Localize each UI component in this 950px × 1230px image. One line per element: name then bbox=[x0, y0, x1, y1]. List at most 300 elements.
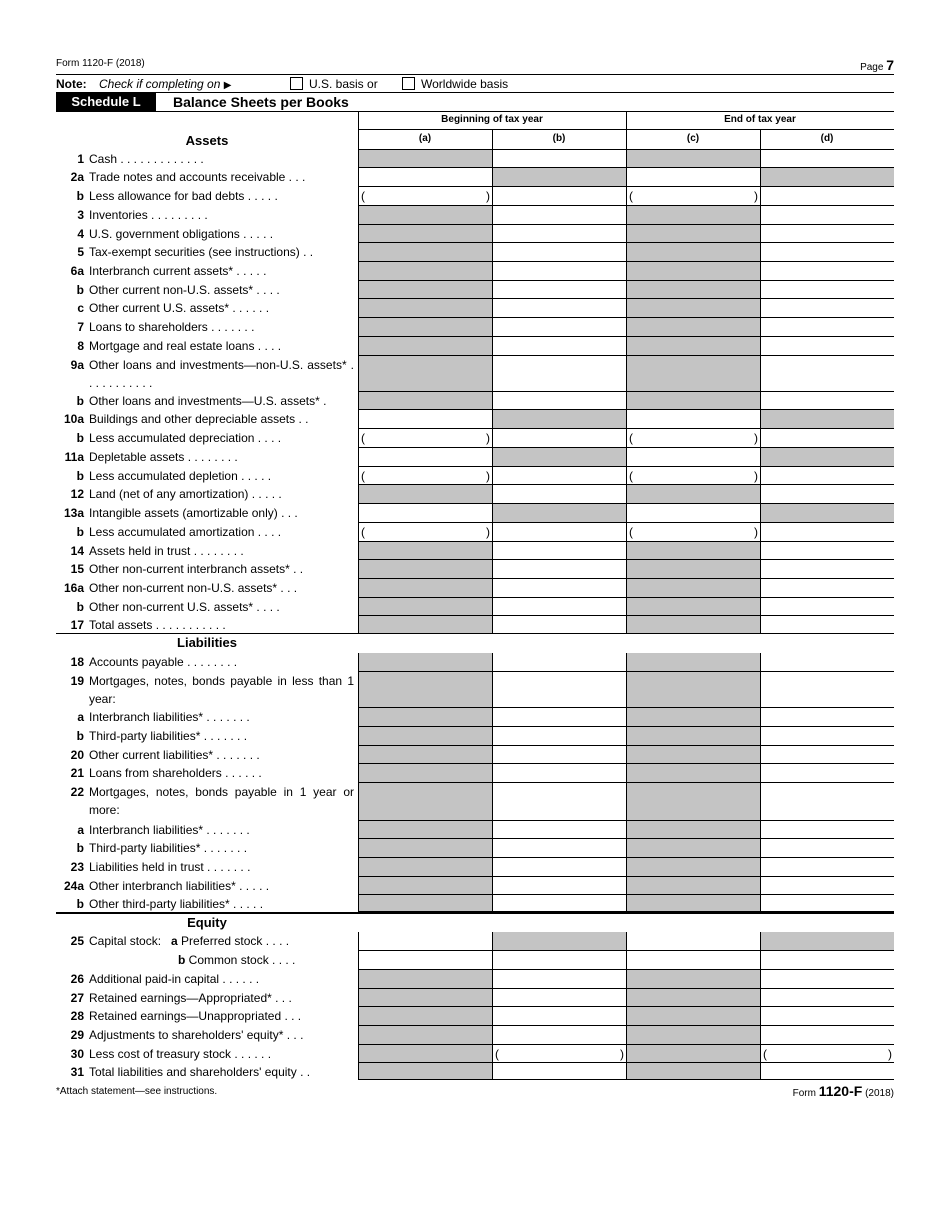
line-number: b bbox=[76, 469, 84, 483]
line-3-col-d-input[interactable] bbox=[760, 206, 894, 225]
line-16a-col-d-input[interactable] bbox=[760, 579, 894, 598]
line-label bbox=[178, 951, 354, 969]
line-number: 4 bbox=[77, 227, 84, 241]
line-29-col-c-shaded bbox=[626, 1026, 760, 1045]
paren-open: ( bbox=[629, 431, 633, 445]
line-2b-col-d-input[interactable] bbox=[760, 187, 894, 206]
line-30-col-c-shaded bbox=[626, 1045, 760, 1063]
line-2a-col-b-shaded bbox=[492, 168, 626, 187]
line-5-col-c-shaded bbox=[626, 243, 760, 262]
line-25-col-a-input[interactable] bbox=[358, 932, 492, 951]
schedule-tag: Schedule L bbox=[56, 93, 156, 111]
common-stock-label: Common stock . . . . bbox=[185, 953, 296, 967]
line-13b-col-a-input[interactable] bbox=[358, 523, 492, 542]
line-29-col-a-shaded bbox=[358, 1026, 492, 1045]
line-number: 26 bbox=[70, 972, 84, 986]
line-22-col-c-shaded bbox=[626, 783, 760, 821]
line-1-col-c-shaded bbox=[626, 150, 760, 168]
note-label: Note: bbox=[56, 77, 87, 91]
line-1-col-b-input[interactable] bbox=[492, 150, 626, 168]
line-label: Tax-exempt securities (see instructions) . . bbox=[89, 245, 314, 259]
line-number: 17 bbox=[70, 618, 84, 632]
line-6c-col-b-input[interactable] bbox=[492, 299, 626, 318]
line-2b-col-c-input[interactable] bbox=[626, 187, 760, 206]
line-22a-col-c-shaded bbox=[626, 821, 760, 839]
line-18-col-c-shaded bbox=[626, 653, 760, 672]
line-12-col-d-input[interactable] bbox=[760, 485, 894, 504]
line-number: a bbox=[77, 823, 84, 837]
line-number: 1 bbox=[77, 152, 84, 166]
paren-close: ) bbox=[754, 431, 758, 445]
line-4-col-d-input[interactable] bbox=[760, 225, 894, 243]
footer-form-id bbox=[793, 1083, 894, 1099]
line-15-col-b-input[interactable] bbox=[492, 560, 626, 579]
page-header bbox=[56, 57, 894, 75]
line-22a-col-a-shaded bbox=[358, 821, 492, 839]
line-label: Total assets . . . . . . . . . . . bbox=[89, 618, 226, 632]
line-label: Accounts payable . . . . . . . . bbox=[89, 655, 238, 669]
line-17-col-b-input[interactable] bbox=[492, 616, 626, 634]
us-basis-label: U.S. basis or bbox=[309, 77, 378, 91]
line-22-col-d-input[interactable] bbox=[760, 783, 894, 821]
line-number: 13a bbox=[63, 506, 84, 520]
col-b-header: (b) bbox=[552, 133, 566, 144]
col-a-divider bbox=[358, 111, 359, 149]
line-6c-col-d-input[interactable] bbox=[760, 299, 894, 318]
line-label: U.S. government obligations . . . . . bbox=[89, 227, 274, 241]
line-number: b bbox=[76, 283, 84, 297]
line-label: Other current liabilities* . . . . . . . bbox=[89, 748, 260, 762]
line-11a-col-b-shaded bbox=[492, 448, 626, 467]
line-21-col-d-input[interactable] bbox=[760, 764, 894, 783]
line-16a-col-b-input[interactable] bbox=[492, 579, 626, 598]
line-label: Depletable assets . . . . . . . . bbox=[89, 450, 238, 464]
line-16a-col-c-shaded bbox=[626, 579, 760, 598]
line-27-col-a-shaded bbox=[358, 989, 492, 1007]
col-d-divider bbox=[760, 129, 761, 149]
paren-open: ( bbox=[629, 469, 633, 483]
line-25-col-c-input[interactable] bbox=[626, 932, 760, 951]
line-label: Mortgage and real estate loans . . . . bbox=[89, 339, 282, 353]
section-liabilities: Liabilities bbox=[177, 635, 237, 650]
equity-rule bbox=[56, 912, 894, 914]
line-label: Less accumulated depletion . . . . . bbox=[89, 469, 272, 483]
line-label: Other non-current non-U.S. assets* . . . bbox=[89, 581, 298, 595]
line-22-col-a-shaded bbox=[358, 783, 492, 821]
line-number: 11a bbox=[64, 450, 84, 464]
section-equity: Equity bbox=[187, 915, 227, 930]
line-12-col-b-input[interactable] bbox=[492, 485, 626, 504]
line-20-col-d-input[interactable] bbox=[760, 746, 894, 764]
us-basis-checkbox[interactable] bbox=[290, 77, 303, 90]
line-16a-col-a-shaded bbox=[358, 579, 492, 598]
line-27-col-c-shaded bbox=[626, 989, 760, 1007]
line-8-col-b-input[interactable] bbox=[492, 337, 626, 356]
line-19b-col-d-input[interactable] bbox=[760, 727, 894, 746]
line-label: Loans from shareholders . . . . . . bbox=[89, 766, 262, 780]
line-22b-col-b-input[interactable] bbox=[492, 839, 626, 858]
line-number: a bbox=[77, 710, 84, 724]
line-22b-col-d-input[interactable] bbox=[760, 839, 894, 858]
line-25b-col-c-input[interactable] bbox=[626, 951, 760, 970]
line-5-col-b-input[interactable] bbox=[492, 243, 626, 262]
line-19a-col-d-input[interactable] bbox=[760, 708, 894, 727]
line-label: Assets held in trust . . . . . . . . bbox=[89, 544, 244, 558]
line-9a-col-c-shaded bbox=[626, 356, 760, 392]
line-2a-col-a-input[interactable] bbox=[358, 168, 492, 187]
line-number: b bbox=[76, 431, 84, 445]
line-2b-col-b-input[interactable] bbox=[492, 187, 626, 206]
line-31-col-c-shaded bbox=[626, 1063, 760, 1080]
line-number: 16a bbox=[63, 581, 84, 595]
line-number: b bbox=[76, 729, 84, 743]
line-number: 12 bbox=[70, 487, 84, 501]
line-6b-col-a-shaded bbox=[358, 281, 492, 299]
line-6c-col-c-shaded bbox=[626, 299, 760, 318]
page-number bbox=[860, 57, 894, 73]
line-18-col-d-input[interactable] bbox=[760, 653, 894, 672]
line-19b-col-c-shaded bbox=[626, 727, 760, 746]
line-label: Interbranch liabilities* . . . . . . . bbox=[89, 710, 250, 724]
line-4-col-a-shaded bbox=[358, 225, 492, 243]
liabilities-rule bbox=[56, 633, 358, 634]
line-29-col-b-input[interactable] bbox=[492, 1026, 626, 1045]
line-19-col-d-input[interactable] bbox=[760, 672, 894, 708]
line-13a-col-a-input[interactable] bbox=[358, 504, 492, 523]
paren-open: ( bbox=[361, 189, 365, 203]
line-19a-col-b-input[interactable] bbox=[492, 708, 626, 727]
line-number: 9a bbox=[70, 358, 84, 372]
line-label: Third-party liabilities* . . . . . . . bbox=[89, 729, 248, 743]
line-11a-col-a-input[interactable] bbox=[358, 448, 492, 467]
line-25-col-b-shaded bbox=[492, 932, 626, 951]
line-number: 27 bbox=[70, 991, 84, 1005]
line-13a-col-c-input[interactable] bbox=[626, 504, 760, 523]
line-10a-col-b-shaded bbox=[492, 410, 626, 429]
line-number: 10a bbox=[63, 412, 84, 426]
line-31-col-d-input[interactable] bbox=[760, 1063, 894, 1080]
line-30-col-b-input[interactable] bbox=[492, 1045, 626, 1063]
line-24b-col-d-input[interactable] bbox=[760, 895, 894, 912]
line-number: b bbox=[76, 189, 84, 203]
line-27-col-b-input[interactable] bbox=[492, 989, 626, 1007]
line-11b-col-d-input[interactable] bbox=[760, 467, 894, 485]
line-number: 30 bbox=[70, 1047, 84, 1061]
line-11b-col-a-input[interactable] bbox=[358, 467, 492, 485]
line-13a-col-b-shaded bbox=[492, 504, 626, 523]
preferred-stock-letter: a bbox=[171, 934, 178, 948]
line-label: Additional paid-in capital . . . . . . bbox=[89, 972, 260, 986]
line-5-col-d-input[interactable] bbox=[760, 243, 894, 262]
page-label: Page bbox=[860, 62, 884, 73]
worldwide-basis-checkbox[interactable] bbox=[402, 77, 415, 90]
line-12-col-a-shaded bbox=[358, 485, 492, 504]
line-label: Intangible assets (amortizable only) . . . bbox=[89, 506, 298, 520]
line-number: 23 bbox=[70, 860, 84, 874]
line-label: Liabilities held in trust . . . . . . . bbox=[89, 860, 251, 874]
paren-close: ) bbox=[888, 1047, 892, 1061]
line-24b-col-b-input[interactable] bbox=[492, 895, 626, 912]
line-26-col-c-shaded bbox=[626, 970, 760, 989]
line-11b-col-b-input[interactable] bbox=[492, 467, 626, 485]
line-number: b bbox=[76, 525, 84, 539]
line-22-col-b-input[interactable] bbox=[492, 783, 626, 821]
line-number: 22 bbox=[70, 785, 84, 799]
line-18-col-b-input[interactable] bbox=[492, 653, 626, 672]
paren-open: ( bbox=[495, 1047, 499, 1061]
line-24a-col-a-shaded bbox=[358, 877, 492, 895]
line-label: Less accumulated depreciation . . . . bbox=[89, 431, 282, 445]
line-6c-col-a-shaded bbox=[358, 299, 492, 318]
line-7-col-d-input[interactable] bbox=[760, 318, 894, 337]
common-stock-letter: b bbox=[178, 953, 186, 967]
line-12-col-c-shaded bbox=[626, 485, 760, 504]
line-19a-col-c-shaded bbox=[626, 708, 760, 727]
line-1-col-a-shaded bbox=[358, 150, 492, 168]
line-15-col-d-input[interactable] bbox=[760, 560, 894, 579]
line-number: 2a bbox=[70, 170, 84, 184]
line-label: Other non-current U.S. assets* . . . . bbox=[89, 600, 280, 614]
line-13b-col-b-input[interactable] bbox=[492, 523, 626, 542]
line-25-col-d-shaded bbox=[760, 932, 894, 951]
line-9b-col-d-input[interactable] bbox=[760, 392, 894, 410]
line-23-col-a-shaded bbox=[358, 858, 492, 877]
line-number: 6a bbox=[70, 264, 84, 278]
line-label: Interbranch liabilities* . . . . . . . bbox=[89, 823, 250, 837]
paren-close: ) bbox=[486, 525, 490, 539]
line-5-col-a-shaded bbox=[358, 243, 492, 262]
line-9b-col-a-shaded bbox=[358, 392, 492, 410]
line-13a-col-d-shaded bbox=[760, 504, 894, 523]
footer-form-num: 1120-F bbox=[818, 1083, 863, 1099]
line-number: 14 bbox=[70, 544, 84, 558]
line-label bbox=[89, 932, 354, 950]
line-28-col-b-input[interactable] bbox=[492, 1007, 626, 1026]
line-label: Loans to shareholders . . . . . . . bbox=[89, 320, 255, 334]
line-9a-col-d-input[interactable] bbox=[760, 356, 894, 392]
line-label: Third-party liabilities* . . . . . . . bbox=[89, 841, 248, 855]
line-30-col-a-shaded bbox=[358, 1045, 492, 1063]
line-6a-col-d-input[interactable] bbox=[760, 262, 894, 281]
line-label: Interbranch current assets* . . . . . bbox=[89, 264, 267, 278]
line-9a-col-a-shaded bbox=[358, 356, 492, 392]
paren-open: ( bbox=[361, 525, 365, 539]
line-label: Less allowance for bad debts . . . . . bbox=[89, 189, 278, 203]
worldwide-basis-label: Worldwide basis bbox=[421, 77, 509, 91]
line-16b-col-a-shaded bbox=[358, 598, 492, 616]
line-10b-col-d-input[interactable] bbox=[760, 429, 894, 448]
line-10b-col-b-input[interactable] bbox=[492, 429, 626, 448]
line-label: Land (net of any amortization) . . . . . bbox=[89, 487, 282, 501]
line-7-col-c-shaded bbox=[626, 318, 760, 337]
paren-close: ) bbox=[620, 1047, 624, 1061]
line-label: Other current non-U.S. assets* . . . . bbox=[89, 283, 280, 297]
line-16b-col-c-shaded bbox=[626, 598, 760, 616]
line-label: Other loans and investments—non-U.S. assets* . . . . . . . . . . . bbox=[89, 358, 354, 390]
line-number: b bbox=[76, 600, 84, 614]
line-14-col-d-input[interactable] bbox=[760, 542, 894, 560]
paren-close: ) bbox=[754, 525, 758, 539]
line-label: Mortgages, notes, bonds payable in less than 1 year: bbox=[89, 674, 354, 706]
paren-open: ( bbox=[361, 469, 365, 483]
line-3-col-a-shaded bbox=[358, 206, 492, 225]
line-label: Other current U.S. assets* . . . . . . bbox=[89, 301, 270, 315]
line-11a-col-d-shaded bbox=[760, 448, 894, 467]
line-16b-col-d-input[interactable] bbox=[760, 598, 894, 616]
header-rule bbox=[56, 74, 894, 75]
line-13b-col-c-input[interactable] bbox=[626, 523, 760, 542]
line-label: Cash . . . . . . . . . . . . . bbox=[89, 152, 204, 166]
line-number: 18 bbox=[70, 655, 84, 669]
line-number: 20 bbox=[70, 748, 84, 762]
line-19-col-b-input[interactable] bbox=[492, 672, 626, 708]
line-26-col-b-input[interactable] bbox=[492, 970, 626, 989]
line-23-col-d-input[interactable] bbox=[760, 858, 894, 877]
line-14-col-b-input[interactable] bbox=[492, 542, 626, 560]
page-num: 7 bbox=[886, 57, 894, 73]
col-d-header: (d) bbox=[820, 133, 834, 144]
line-11b-col-c-input[interactable] bbox=[626, 467, 760, 485]
line-28-col-c-shaded bbox=[626, 1007, 760, 1026]
line-23-col-b-input[interactable] bbox=[492, 858, 626, 877]
line-22b-col-a-shaded bbox=[358, 839, 492, 858]
line-27-col-d-input[interactable] bbox=[760, 989, 894, 1007]
line-label: Other loans and investments—U.S. assets* . bbox=[89, 394, 327, 408]
line-number: 29 bbox=[70, 1028, 84, 1042]
line-2a-col-c-input[interactable] bbox=[626, 168, 760, 187]
line-10b-col-a-input[interactable] bbox=[358, 429, 492, 448]
line-6b-col-d-input[interactable] bbox=[760, 281, 894, 299]
line-22a-col-b-input[interactable] bbox=[492, 821, 626, 839]
line-22b-col-c-shaded bbox=[626, 839, 760, 858]
paren-open: ( bbox=[763, 1047, 767, 1061]
arrow-right-icon: ▶ bbox=[223, 80, 232, 91]
line-31-col-b-input[interactable] bbox=[492, 1063, 626, 1080]
paren-open: ( bbox=[361, 431, 365, 445]
paren-close: ) bbox=[486, 189, 490, 203]
line-21-col-b-input[interactable] bbox=[492, 764, 626, 783]
col-group-beginning: Beginning of tax year bbox=[441, 114, 543, 125]
line-19b-col-b-input[interactable] bbox=[492, 727, 626, 746]
line-6a-col-b-input[interactable] bbox=[492, 262, 626, 281]
line-21-col-c-shaded bbox=[626, 764, 760, 783]
line-label: Buildings and other depreciable assets . . bbox=[89, 412, 309, 426]
line-9b-col-c-shaded bbox=[626, 392, 760, 410]
line-8-col-d-input[interactable] bbox=[760, 337, 894, 356]
line-number: b bbox=[76, 841, 84, 855]
schedule-rule bbox=[56, 111, 894, 112]
line-10a-col-c-input[interactable] bbox=[626, 410, 760, 429]
page-footer bbox=[56, 1083, 894, 1099]
line-number: 19 bbox=[70, 674, 84, 688]
line-number: c bbox=[77, 301, 84, 315]
line-label: Retained earnings—Unappropriated . . . bbox=[89, 1009, 302, 1023]
schedule-title: Balance Sheets per Books bbox=[173, 94, 349, 110]
line-number: 31 bbox=[70, 1065, 84, 1079]
paren-close: ) bbox=[754, 469, 758, 483]
line-3-col-b-input[interactable] bbox=[492, 206, 626, 225]
line-15-col-a-shaded bbox=[358, 560, 492, 579]
line-20-col-b-input[interactable] bbox=[492, 746, 626, 764]
paren-open: ( bbox=[629, 525, 633, 539]
line-6a-col-a-shaded bbox=[358, 262, 492, 281]
line-8-col-a-shaded bbox=[358, 337, 492, 356]
line-2a-col-d-shaded bbox=[760, 168, 894, 187]
line-13b-col-d-input[interactable] bbox=[760, 523, 894, 542]
line-26-col-a-shaded bbox=[358, 970, 492, 989]
line-label: Adjustments to shareholders' equity* . . . bbox=[89, 1028, 304, 1042]
line-24b-col-a-shaded bbox=[358, 895, 492, 912]
line-number: 28 bbox=[70, 1009, 84, 1023]
line-number: 3 bbox=[77, 208, 84, 222]
line-number: b bbox=[76, 897, 84, 911]
line-21-col-a-shaded bbox=[358, 764, 492, 783]
line-16b-col-b-input[interactable] bbox=[492, 598, 626, 616]
line-number: 5 bbox=[77, 245, 84, 259]
line-label: Mortgages, notes, bonds payable in 1 year or more: bbox=[89, 785, 354, 817]
line-label: Inventories . . . . . . . . . bbox=[89, 208, 208, 222]
line-19b-col-a-shaded bbox=[358, 727, 492, 746]
line-14-col-a-shaded bbox=[358, 542, 492, 560]
line-label: Other third-party liabilities* . . . . . bbox=[89, 897, 264, 911]
line-25b-col-d-input[interactable] bbox=[760, 951, 894, 970]
line-number: 24a bbox=[63, 879, 84, 893]
line-7-col-b-input[interactable] bbox=[492, 318, 626, 337]
line-30-col-d-input[interactable] bbox=[760, 1045, 894, 1063]
line-6a-col-c-shaded bbox=[626, 262, 760, 281]
capital-stock-label: Capital stock: bbox=[89, 934, 172, 948]
form-id: Form 1120-F (2018) bbox=[56, 58, 145, 69]
paren-open: ( bbox=[629, 189, 633, 203]
line-2b-col-a-input[interactable] bbox=[358, 187, 492, 206]
line-25b-col-a-input[interactable] bbox=[358, 951, 492, 970]
line-25b-col-b-input[interactable] bbox=[492, 951, 626, 970]
preferred-stock-label: Preferred stock . . . . bbox=[177, 934, 290, 948]
line-label: Trade notes and accounts receivable . . . bbox=[89, 170, 306, 184]
note-text bbox=[99, 77, 231, 91]
line-10a-col-a-input[interactable] bbox=[358, 410, 492, 429]
line-19-col-a-shaded bbox=[358, 672, 492, 708]
line-1-col-d-input[interactable] bbox=[760, 150, 894, 168]
line-14-col-c-shaded bbox=[626, 542, 760, 560]
line-10b-col-c-input[interactable] bbox=[626, 429, 760, 448]
line-23-col-c-shaded bbox=[626, 858, 760, 877]
line-26-col-d-input[interactable] bbox=[760, 970, 894, 989]
line-17-col-d-input[interactable] bbox=[760, 616, 894, 634]
line-24a-col-b-input[interactable] bbox=[492, 877, 626, 895]
line-number: 21 bbox=[70, 766, 84, 780]
paren-close: ) bbox=[486, 469, 490, 483]
line-6b-col-b-input[interactable] bbox=[492, 281, 626, 299]
line-29-col-d-input[interactable] bbox=[760, 1026, 894, 1045]
line-9b-col-b-input[interactable] bbox=[492, 392, 626, 410]
footnote: *Attach statement—see instructions. bbox=[56, 1086, 218, 1097]
footer-form-prefix: Form bbox=[792, 1088, 816, 1099]
line-label: Other interbranch liabilities* . . . . . bbox=[89, 879, 270, 893]
line-4-col-b-input[interactable] bbox=[492, 225, 626, 243]
line-24a-col-d-input[interactable] bbox=[760, 877, 894, 895]
line-19-col-c-shaded bbox=[626, 672, 760, 708]
col-group-end: End of tax year bbox=[724, 114, 796, 125]
line-9a-col-b-input[interactable] bbox=[492, 356, 626, 392]
line-22a-col-d-input[interactable] bbox=[760, 821, 894, 839]
schedule-header bbox=[56, 93, 894, 111]
line-11a-col-c-input[interactable] bbox=[626, 448, 760, 467]
col-c-divider bbox=[626, 111, 627, 149]
line-20-col-c-shaded bbox=[626, 746, 760, 764]
line-24b-col-c-shaded bbox=[626, 895, 760, 912]
line-28-col-d-input[interactable] bbox=[760, 1007, 894, 1026]
